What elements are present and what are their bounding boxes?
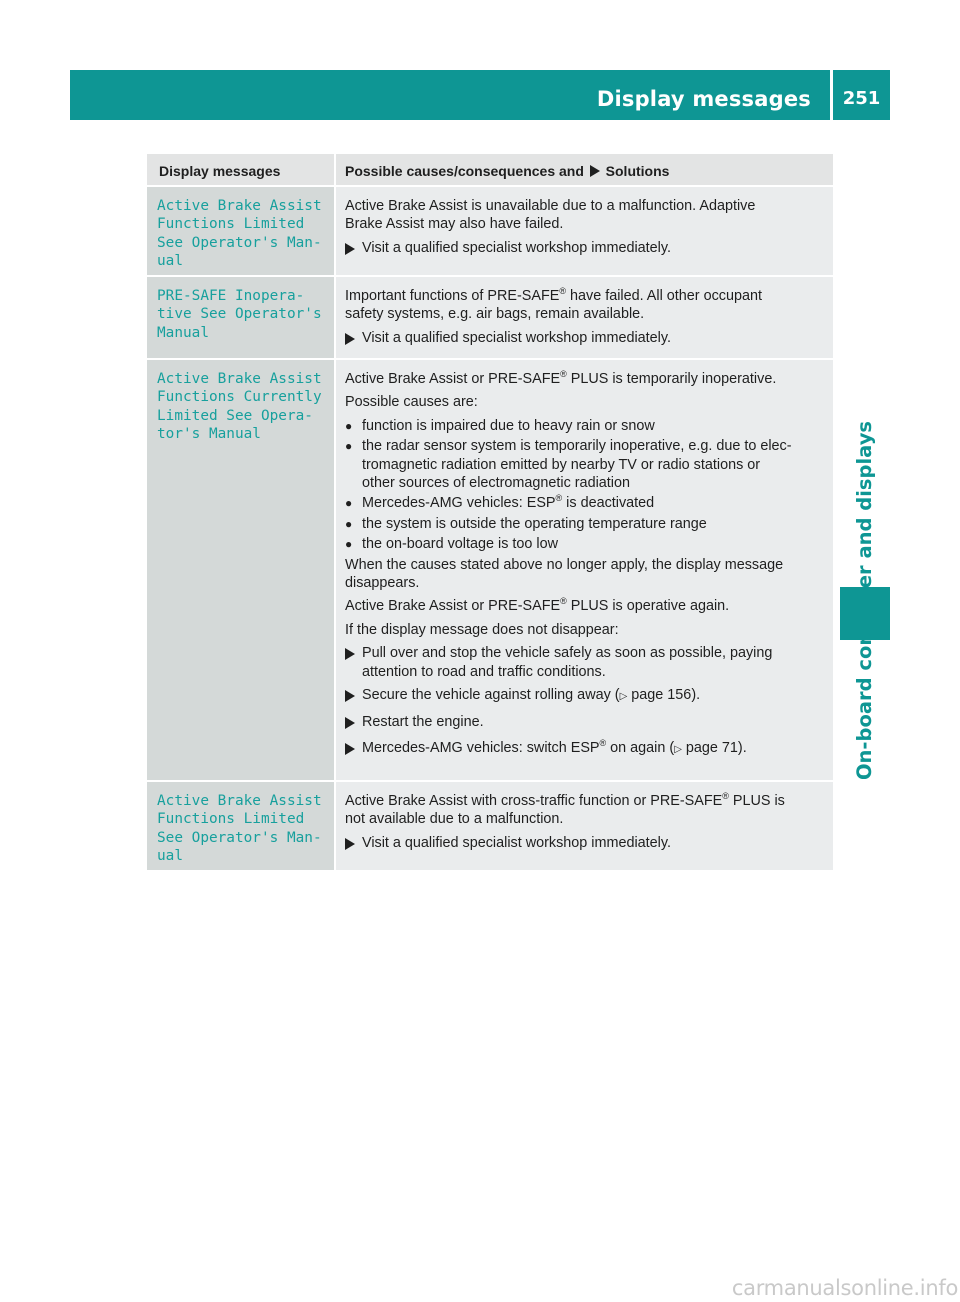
table-row bbox=[147, 187, 833, 277]
action-step: Secure the vehicle against rolling away (▷ page 156). bbox=[345, 686, 827, 707]
list-item: ● function is impaired due to heavy rain or snow bbox=[345, 417, 655, 434]
action-step: Visit a qualified specialist workshop immediately. bbox=[345, 329, 827, 350]
column-header-solutions: Possible causes/consequences and Solutions bbox=[336, 154, 833, 185]
action-step: Visit a qualified specialist workshop immediately. bbox=[345, 239, 827, 260]
cause-text: Active Brake Assist with cross-traffic function or PRE-SAFE® PLUS is not available due to a malfunction. bbox=[345, 791, 785, 828]
page-ref-icon: ▷ bbox=[619, 691, 628, 703]
cause-intro: Possible causes are: bbox=[345, 394, 478, 411]
page-ref-icon: ▷ bbox=[674, 743, 682, 755]
page-reference-link[interactable]: page 156 bbox=[631, 687, 692, 704]
action-arrow-icon bbox=[345, 739, 362, 760]
action-arrow-icon bbox=[345, 644, 362, 681]
table-header-row bbox=[147, 154, 833, 187]
bullet-icon: ● bbox=[345, 439, 353, 454]
info-text: If the display message does not disappear: bbox=[345, 621, 619, 638]
page-reference-link[interactable]: page 71 bbox=[685, 739, 738, 756]
action-arrow-icon bbox=[345, 686, 362, 707]
display-message: Active Brake Assist Functions Limited See Operator's Man‐ ual bbox=[157, 793, 322, 865]
action-step: Restart the engine. bbox=[345, 713, 827, 734]
display-message-cell bbox=[147, 187, 334, 275]
action-arrow-icon bbox=[345, 329, 362, 350]
action-step: Mercedes-AMG vehicles: switch ESP® on again (▷ page 71). bbox=[345, 739, 827, 760]
action-arrow-icon bbox=[590, 165, 600, 177]
page-header bbox=[70, 70, 890, 120]
page-number: 251 bbox=[842, 88, 881, 109]
table-row bbox=[147, 360, 833, 782]
bullet-icon: ● bbox=[345, 496, 353, 511]
action-step: Visit a qualified specialist workshop immediately. bbox=[345, 834, 827, 855]
column-header-messages: Display messages bbox=[147, 154, 334, 185]
action-step: Pull over and stop the vehicle safely as soon as possible, paying attention to road and traffic conditions. bbox=[345, 644, 827, 681]
display-message: Active Brake Assist Functions Currently Limited See Opera‐ tor's Manual bbox=[157, 371, 322, 443]
display-message-cell bbox=[147, 277, 334, 358]
display-message: PRE-SAFE Inopera‐ tive See Operator's Manual bbox=[157, 288, 322, 341]
display-messages-table bbox=[147, 154, 833, 872]
cause-text: Active Brake Assist or PRE-SAFE® PLUS is temporarily inoperative. bbox=[345, 369, 777, 387]
display-message: Active Brake Assist Functions Limited See Operator's Man‐ ual bbox=[157, 198, 322, 270]
info-text: When the causes stated above no longer apply, the display message disappears. bbox=[345, 556, 784, 592]
table-row bbox=[147, 277, 833, 360]
section-title: Display messages bbox=[596, 87, 811, 111]
bullet-icon: ● bbox=[345, 516, 353, 531]
table-row bbox=[147, 782, 833, 872]
solution-cell bbox=[336, 360, 833, 780]
chapter-marker bbox=[840, 587, 890, 640]
info-text: Active Brake Assist or PRE-SAFE® PLUS is operative again. bbox=[345, 596, 730, 615]
watermark: carmanualsonline.info bbox=[731, 1276, 958, 1300]
solution-cell bbox=[336, 187, 833, 275]
list-item: ● the on-board voltage is too low bbox=[345, 536, 558, 553]
list-item: ● Mercedes-AMG vehicles: ESP® is deactivated bbox=[345, 493, 655, 512]
list-item: ● the system is outside the operating temperature range bbox=[345, 515, 707, 532]
action-arrow-icon bbox=[345, 834, 362, 855]
list-item: ● the radar sensor system is temporarily inoperative, e.g. due to elec- tromagnetic radiation emitted by nearby TV or radio stations or other sources of electromagnetic radiation bbox=[345, 438, 792, 492]
display-message-cell bbox=[147, 782, 334, 870]
bullet-icon: ● bbox=[345, 418, 353, 433]
cause-text: Active Brake Assist is unavailable due to a malfunction. Adaptive Brake Assist may also have failed. bbox=[345, 198, 756, 233]
cause-text: Important functions of PRE-SAFE® have failed. All other occupant safety systems, e.g. air bags, remain available. bbox=[345, 286, 763, 323]
display-message-cell bbox=[147, 360, 334, 780]
solution-cell bbox=[336, 782, 833, 870]
action-arrow-icon bbox=[345, 239, 362, 260]
action-arrow-icon bbox=[345, 713, 362, 734]
solution-cell bbox=[336, 277, 833, 358]
bullet-icon: ● bbox=[345, 537, 353, 552]
